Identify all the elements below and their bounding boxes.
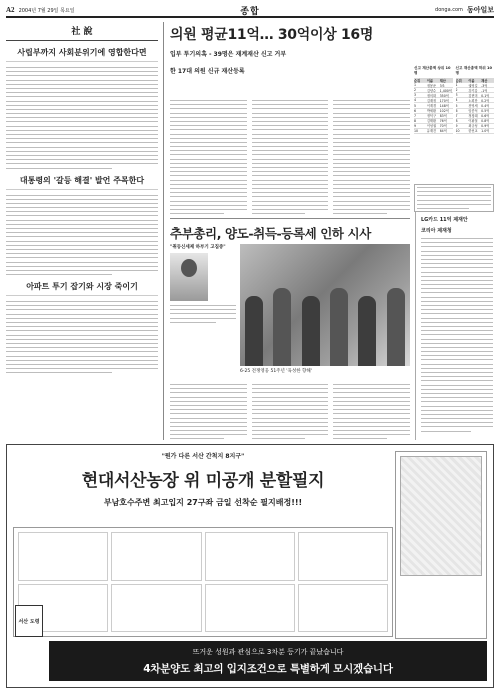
editorial-headline-3: 아파트 투기 잡기와 시장 죽이기 [6,281,158,296]
site-link[interactable]: donga.com [435,7,463,13]
ad-map-panel [395,451,487,639]
editorial-headline-1: 사립부까지 사회분위기에 영합한다면 [6,47,158,62]
lead-subheadline: 입부 투기의혹 - 39명은 재계재산 신고 거부 [170,51,287,58]
table-notes [414,184,494,212]
second-article-body [170,384,410,440]
editorial-body-3 [6,301,158,373]
table-cell: 9 [414,123,417,128]
ad-title: 현대서산농장 위 미공개 분할필지 [81,471,325,491]
lead-headline: 의원 평균11억… 30억이상 16명 [170,27,374,43]
table-cell: 0.1억 [481,93,490,98]
table-cell: 0.9억 [481,124,490,129]
table-cell: 7 [414,113,417,118]
table-cell: 64억 [439,129,447,134]
header-left [6,6,166,14]
table-cell: 3 [414,93,417,98]
table-cell: 재산 [481,78,488,83]
table-cell: 천영세 [468,104,478,109]
portrait-caption: "취등신세제 하부기 고집중" [170,245,226,250]
editorial-column [6,22,164,440]
table-cell: 김현미 [468,93,478,98]
side-title: LG카드 11억 제재안 [421,217,468,223]
table-cell: 8 [414,118,417,123]
second-headline: 추부총리, 양도-취득-등록세 인하 시사 [170,218,410,242]
asset-tables [414,66,494,184]
table-cell: 이계경 [426,104,437,109]
table-cell: 임종석 [468,109,478,114]
table-cell: 순위 [455,78,462,83]
ad-detail-grid [13,527,393,637]
lead-body-col-1 [170,100,247,210]
table-cell: 102억 [439,109,449,114]
bottom10-table [456,66,495,184]
table-cell: 정의화 [426,93,437,98]
table-cell: -1억 [481,88,488,93]
table-cell: 0.6억 [481,114,490,119]
table-cell: 6 [414,108,417,113]
ad-banner-line-1: 뜨거운 성원과 관심으로 3차분 등기가 끝났습니다 [192,648,344,656]
table-cell: 76억 [439,119,447,124]
table-cell: 이성권 [426,124,437,129]
table-cell: 0.5억 [481,109,490,114]
side-column [415,212,493,440]
bottom10-table-title: 신고 재산총액 하위 10명 [455,66,493,75]
table-cell: 박세환 [426,109,437,114]
lead-body [170,100,410,210]
side-subtitle: 코리아 제재청 [421,228,452,234]
portrait-block [170,244,236,334]
table-cell: 148억 [439,104,449,109]
editorial-body-1 [6,67,158,169]
table-cell: 10 [414,128,419,133]
table-cell: 정덕구 [426,114,437,119]
table-row [456,129,495,134]
photo-caption: 6-25 전쟁영웅 51주년 '육성한 향해' [240,369,312,374]
table-cell: 7 [455,113,458,118]
main-articles [170,22,494,440]
ad-header [13,451,393,508]
page-number: A2 [6,6,15,14]
table-cell: 83억 [439,114,447,119]
table-cell: 350억 [439,93,449,98]
table-cell: 정청래 [468,114,478,119]
table-cell: 10 [455,128,460,133]
table-cell: 정몽준 [426,83,437,88]
table-cell: 김양수 [426,88,437,93]
page-header [6,4,494,18]
table-cell: 4 [455,98,458,103]
table-cell: 이름 [468,78,475,83]
lead-body-col-2 [252,100,329,210]
section-title: 종합 [240,6,260,17]
ad-banner-line-2: 4차분양도 최고의 입지조건으로 특별하게 모시겠습니다 [143,663,393,675]
table-cell: 재산 [439,78,446,83]
table-cell: 5 [414,103,417,108]
table-cell: 170억 [439,98,449,103]
table-cell: 5 [455,103,458,108]
table-cell: 이광철 [468,119,478,124]
table-cell: 최규성 [468,124,478,129]
ad-subtitle: "뭔가 다른 서산 간척지 8지구" [161,453,245,460]
table-cell: 김태환 [426,119,437,124]
header-right [334,5,494,15]
lead-kicker: 한 17대 의원 신규 재산등록 [170,68,245,75]
portrait-photo [170,253,208,301]
table-cell: 한선교 [468,129,478,134]
table-row [414,129,453,134]
ad-tagline: 부남호수주변 최고입지 27구좌 금일 선착순 필지배정!!! [103,498,303,507]
table-cell: 강기갑 [468,88,478,93]
table-cell: 김재정 [426,98,437,103]
advertisement[interactable] [6,444,494,688]
table-cell: 70억 [439,124,447,129]
table-cell: 1 [455,83,458,88]
table-cell: 1,400억 [439,88,452,93]
ad-banner [49,641,487,681]
table-cell: 0.4억 [481,104,490,109]
table-cell: 유재건 [426,129,437,134]
top10-table-rows [414,78,453,134]
editorial-label: 社 說 [6,24,158,41]
editorial-headline-2: 대통령의 '갈등 해결' 발언 주목한다 [6,175,158,190]
table-cell: 3조 [439,83,445,88]
table-cell: 1.0억 [481,129,490,134]
table-cell: 0.8억 [481,119,490,124]
table-cell: -3억 [481,83,488,88]
top10-table-title: 신고 재산총액 상위 10명 [414,66,451,75]
table-cell: 0.2억 [481,98,490,103]
table-cell: 3 [455,93,458,98]
table-cell: 순위 [414,78,421,83]
ad-logo: 서산 도령 [15,605,43,637]
table-cell: 노회찬 [468,98,478,103]
bottom10-table-rows [456,78,495,134]
news-photo [240,244,410,366]
newspaper-brand: 동아일보 [466,6,494,14]
table-cell: 8 [455,118,458,123]
table-cell: 2 [414,88,417,93]
lead-body-col-3 [333,100,410,210]
table-cell: 2 [455,88,458,93]
table-cell: 6 [455,108,458,113]
table-cell: 이름 [426,78,433,83]
issue-date: 2004년 7월 29일 목요일 [18,7,75,14]
table-cell: 9 [455,123,458,128]
editorial-body-2 [6,195,158,276]
top10-table [414,66,453,184]
table-cell: 4 [414,98,417,103]
ad-map [400,456,482,576]
table-cell: 1 [414,83,417,88]
table-cell: 권영길 [468,83,478,88]
